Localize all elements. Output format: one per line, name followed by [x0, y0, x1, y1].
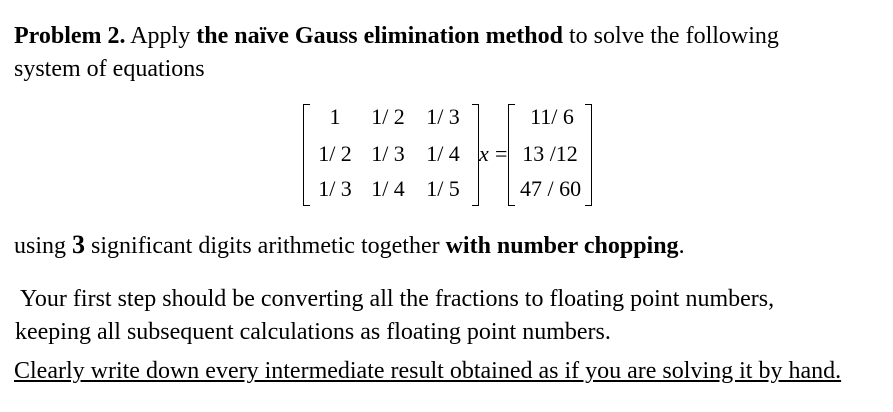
vector-left-bracket [508, 104, 515, 206]
vector-cell: 47 / 60 [520, 176, 582, 201]
intro-line-2: system of equations [14, 56, 205, 82]
vector-right-bracket [585, 104, 592, 206]
step-line-1: Your first step should be converting all the fractions to floating point numbers, [20, 286, 775, 312]
using-text-pre: using [14, 233, 73, 259]
equals-sign: = [495, 141, 508, 166]
method-name: the naïve Gauss elimination method [196, 23, 563, 49]
chopping-text: with number chopping [445, 233, 679, 259]
matrix-cell: 1/ 4 [371, 176, 405, 201]
matrix-cell: 1/ 3 [371, 141, 405, 166]
rhs-vector [508, 102, 592, 206]
using-text-end: . [678, 233, 685, 259]
coefficient-matrix [303, 102, 479, 206]
write-down-instruction: Clearly write down every intermediate result obtained as if you are solving it by hand. [14, 358, 842, 384]
step-line-2: keeping all subsequent calculations as floating point numbers. [15, 319, 611, 345]
vector-cell: 11/ 6 [530, 104, 574, 129]
matrix-cell: 1 [329, 104, 341, 129]
problem-statement [14, 20, 779, 86]
intro-text-post: to solve the following [562, 23, 779, 49]
matrix-cell: 1/ 3 [318, 176, 352, 201]
intro-text-pre: Apply [125, 23, 197, 49]
first-step-instruction [15, 283, 774, 349]
arithmetic-instruction [14, 228, 685, 263]
using-text-mid: significant digits arithmetic together [85, 233, 446, 259]
variable-x: x [479, 141, 489, 166]
matrix-right-bracket [472, 104, 479, 206]
significant-digits-count: 3 [72, 230, 86, 259]
matrix-cell: 1/ 4 [426, 141, 460, 166]
problem-label: Problem 2. [14, 23, 126, 49]
matrix-cell: 1/ 3 [426, 104, 460, 129]
matrix-cell: 1/ 2 [318, 141, 352, 166]
vector-cell: 13 /12 [522, 141, 578, 166]
matrix-cell: 1/ 2 [371, 104, 405, 129]
matrix-cell: 1/ 5 [426, 176, 460, 201]
